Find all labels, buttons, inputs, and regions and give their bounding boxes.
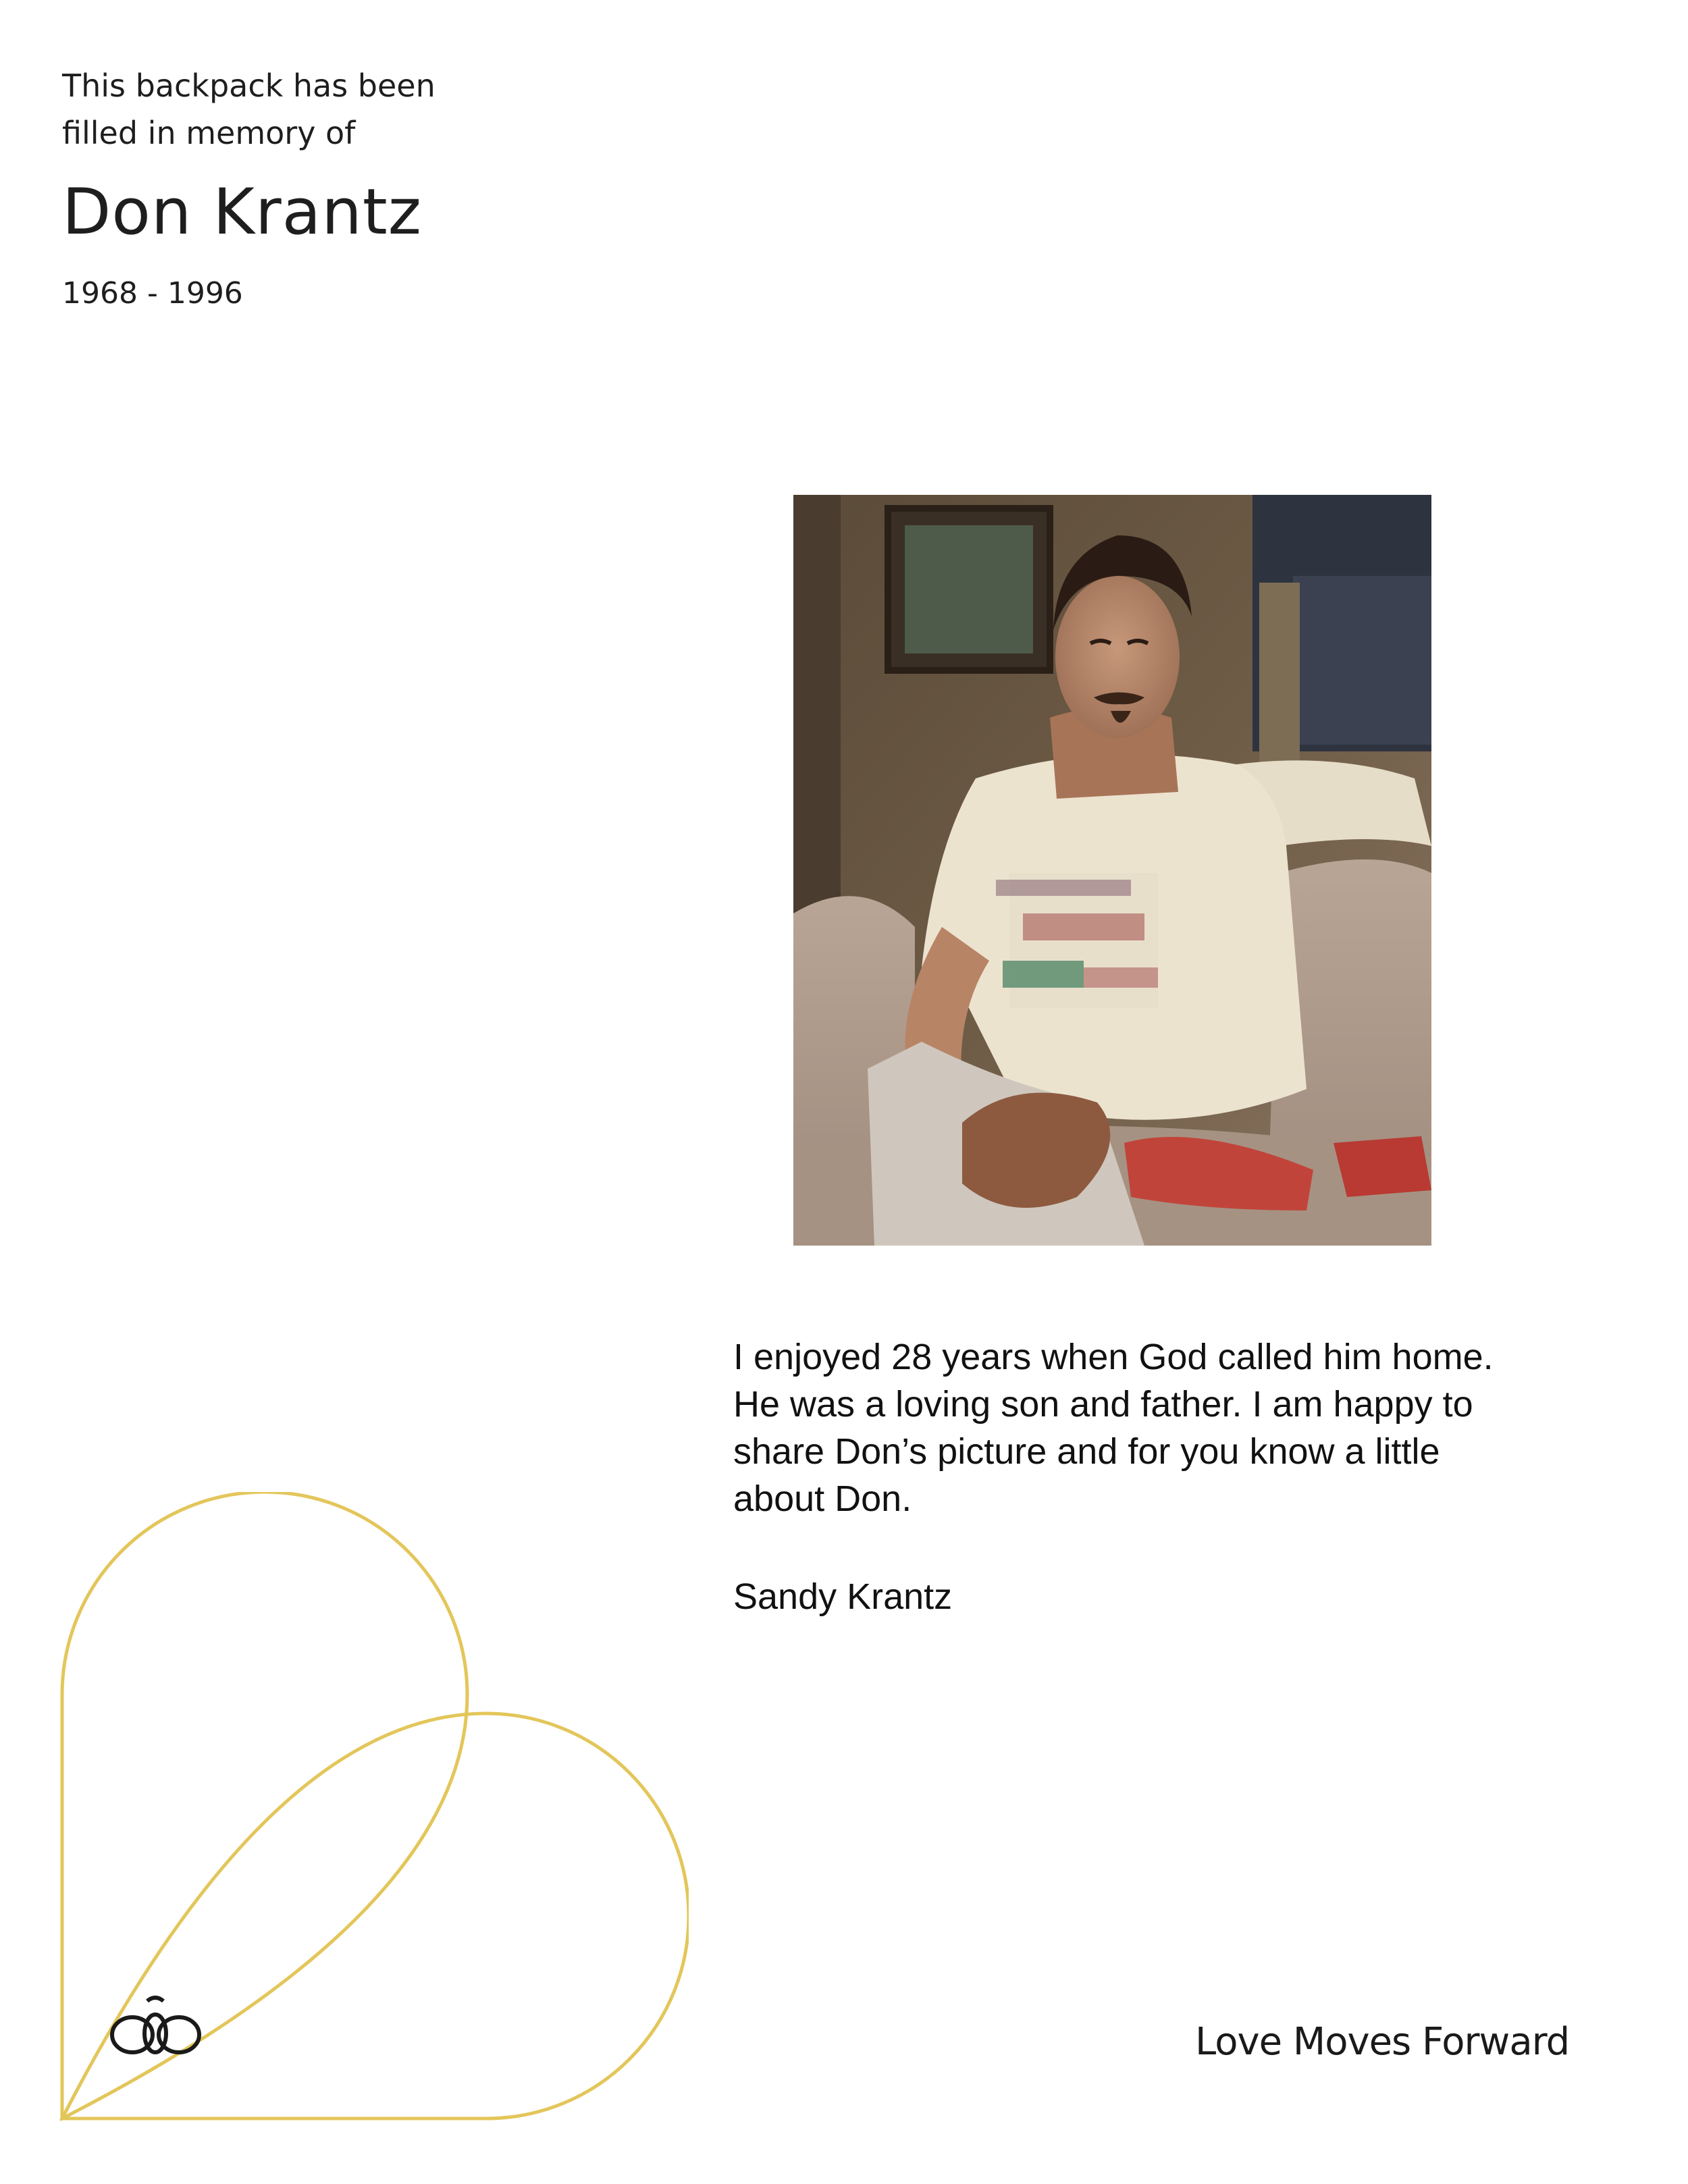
- memorial-photo: [793, 495, 1431, 1246]
- intro-line-2: filled in memory of: [62, 115, 356, 151]
- message-line-3: share Don’s picture and for you know a little: [733, 1431, 1440, 1472]
- honoree-dates: 1968 - 1996: [62, 276, 243, 311]
- message-line-2: He was a loving son and father. I am happy to: [733, 1384, 1473, 1424]
- intro-text: [62, 62, 535, 157]
- honoree-name: Don Krantz: [62, 176, 423, 249]
- memorial-message: [733, 1333, 1571, 1522]
- photo-illustration: [793, 495, 1431, 1246]
- tagline: Love Moves Forward: [1195, 2020, 1570, 2064]
- signature: Sandy Krantz: [733, 1576, 953, 1617]
- intro-line-1: This backpack has been: [62, 68, 436, 104]
- message-line-4: about Don.: [733, 1479, 912, 1519]
- bee-icon: [107, 1992, 205, 2066]
- message-line-1: I enjoyed 28 years when God called him home.: [733, 1337, 1494, 1377]
